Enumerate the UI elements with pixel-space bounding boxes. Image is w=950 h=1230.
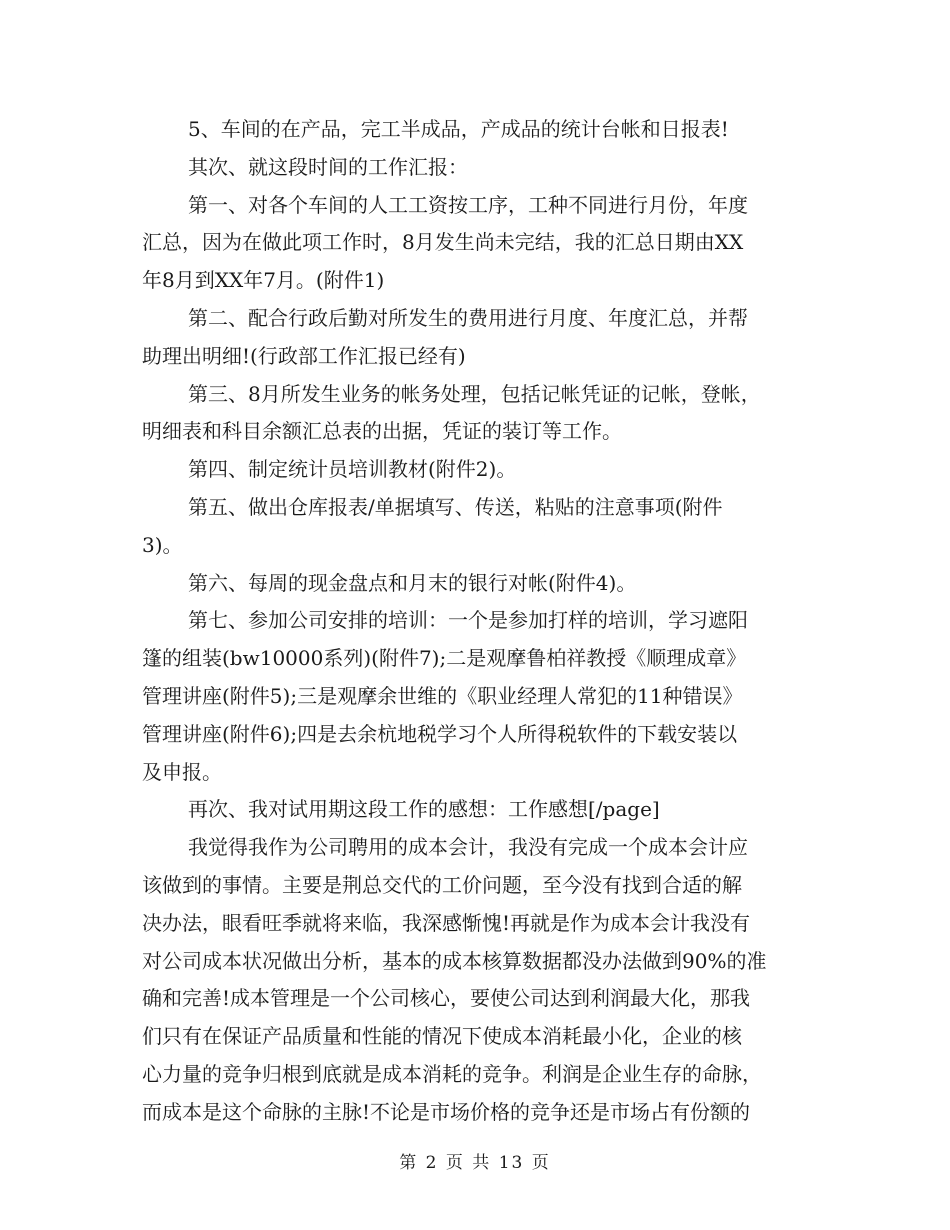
text-line: 管理讲座(附件5);三是观摩余世维的《职业经理人常犯的11种错误》 <box>142 683 743 708</box>
text-line: 第三、8月所发生业务的帐务处理，包括记帐凭证的记帐，登帐， <box>188 381 761 406</box>
text-line: 助理出明细!(行政部工作汇报已经有) <box>142 343 466 368</box>
text-line: 5、车间的在产品，完工半成品，产成品的统计台帐和日报表! <box>188 117 729 141</box>
text-line: 其次、就这段时间的工作汇报： <box>188 154 468 179</box>
text-line: 确和完善!成本管理是一个公司核心，要使公司达到利润最大化，那我 <box>142 986 751 1011</box>
text-line: 3)。 <box>142 532 183 557</box>
text-line: 明细表和科目余额汇总表的出据，凭证的装订等工作。 <box>142 419 622 444</box>
text-line: 第二、配合行政后勤对所发生的费用进行月度、年度汇总，并帮 <box>188 305 748 330</box>
page-footer: 第 2 页 共 13 页 <box>399 1153 551 1173</box>
document-body <box>142 111 810 1132</box>
text-line: 对公司成本状况做出分析，基本的成本核算数据都没办法做到90%的准 <box>142 948 767 973</box>
text-line: 第五、做出仓库报表/单据填写、传送，粘贴的注意事项(附件 <box>188 494 723 519</box>
text-line: 第六、每周的现金盘点和月末的银行对帐(附件4)。 <box>188 570 637 595</box>
text-line: 年8月到XX年7月。(附件1) <box>142 268 385 293</box>
text-line: 及申报。 <box>142 759 222 784</box>
text-line: 再次、我对试用期这段工作的感想：工作感想[/page] <box>188 797 660 822</box>
text-line: 汇总，因为在做此项工作时，8月发生尚未完结，我的汇总日期由XX <box>142 230 744 255</box>
text-line: 该做到的事情。主要是荆总交代的工价问题，至今没有找到合适的解 <box>142 872 742 897</box>
text-line: 心力量的竞争归根到底就是成本消耗的竞争。利润是企业生存的命脉， <box>142 1061 762 1086</box>
text-line: 篷的组装(bw10000系列)(附件7);二是观摩鲁柏祥教授《顺理成章》 <box>142 646 747 671</box>
text-line: 而成本是这个命脉的主脉!不论是市场价格的竞争还是市场占有份额的 <box>142 1099 751 1124</box>
text-line: 们只有在保证产品质量和性能的情况下使成本消耗最小化，企业的核 <box>142 1024 742 1049</box>
text-line: 决办法，眼看旺季就将来临，我深感惭愧!再就是作为成本会计我没有 <box>142 910 751 935</box>
text-line: 管理讲座(附件6);四是去余杭地税学习个人所得税软件的下载安装以 <box>142 721 738 746</box>
text-line: 第四、制定统计员培训教材(附件2)。 <box>188 457 517 482</box>
text-line: 第七、参加公司安排的培训：一个是参加打样的培训，学习遮阳 <box>188 608 748 633</box>
text-line: 第一、对各个车间的人工工资按工序，工种不同进行月份，年度 <box>188 192 748 217</box>
text-line: 我觉得我作为公司聘用的成本会计，我没有完成一个成本会计应 <box>188 835 748 860</box>
